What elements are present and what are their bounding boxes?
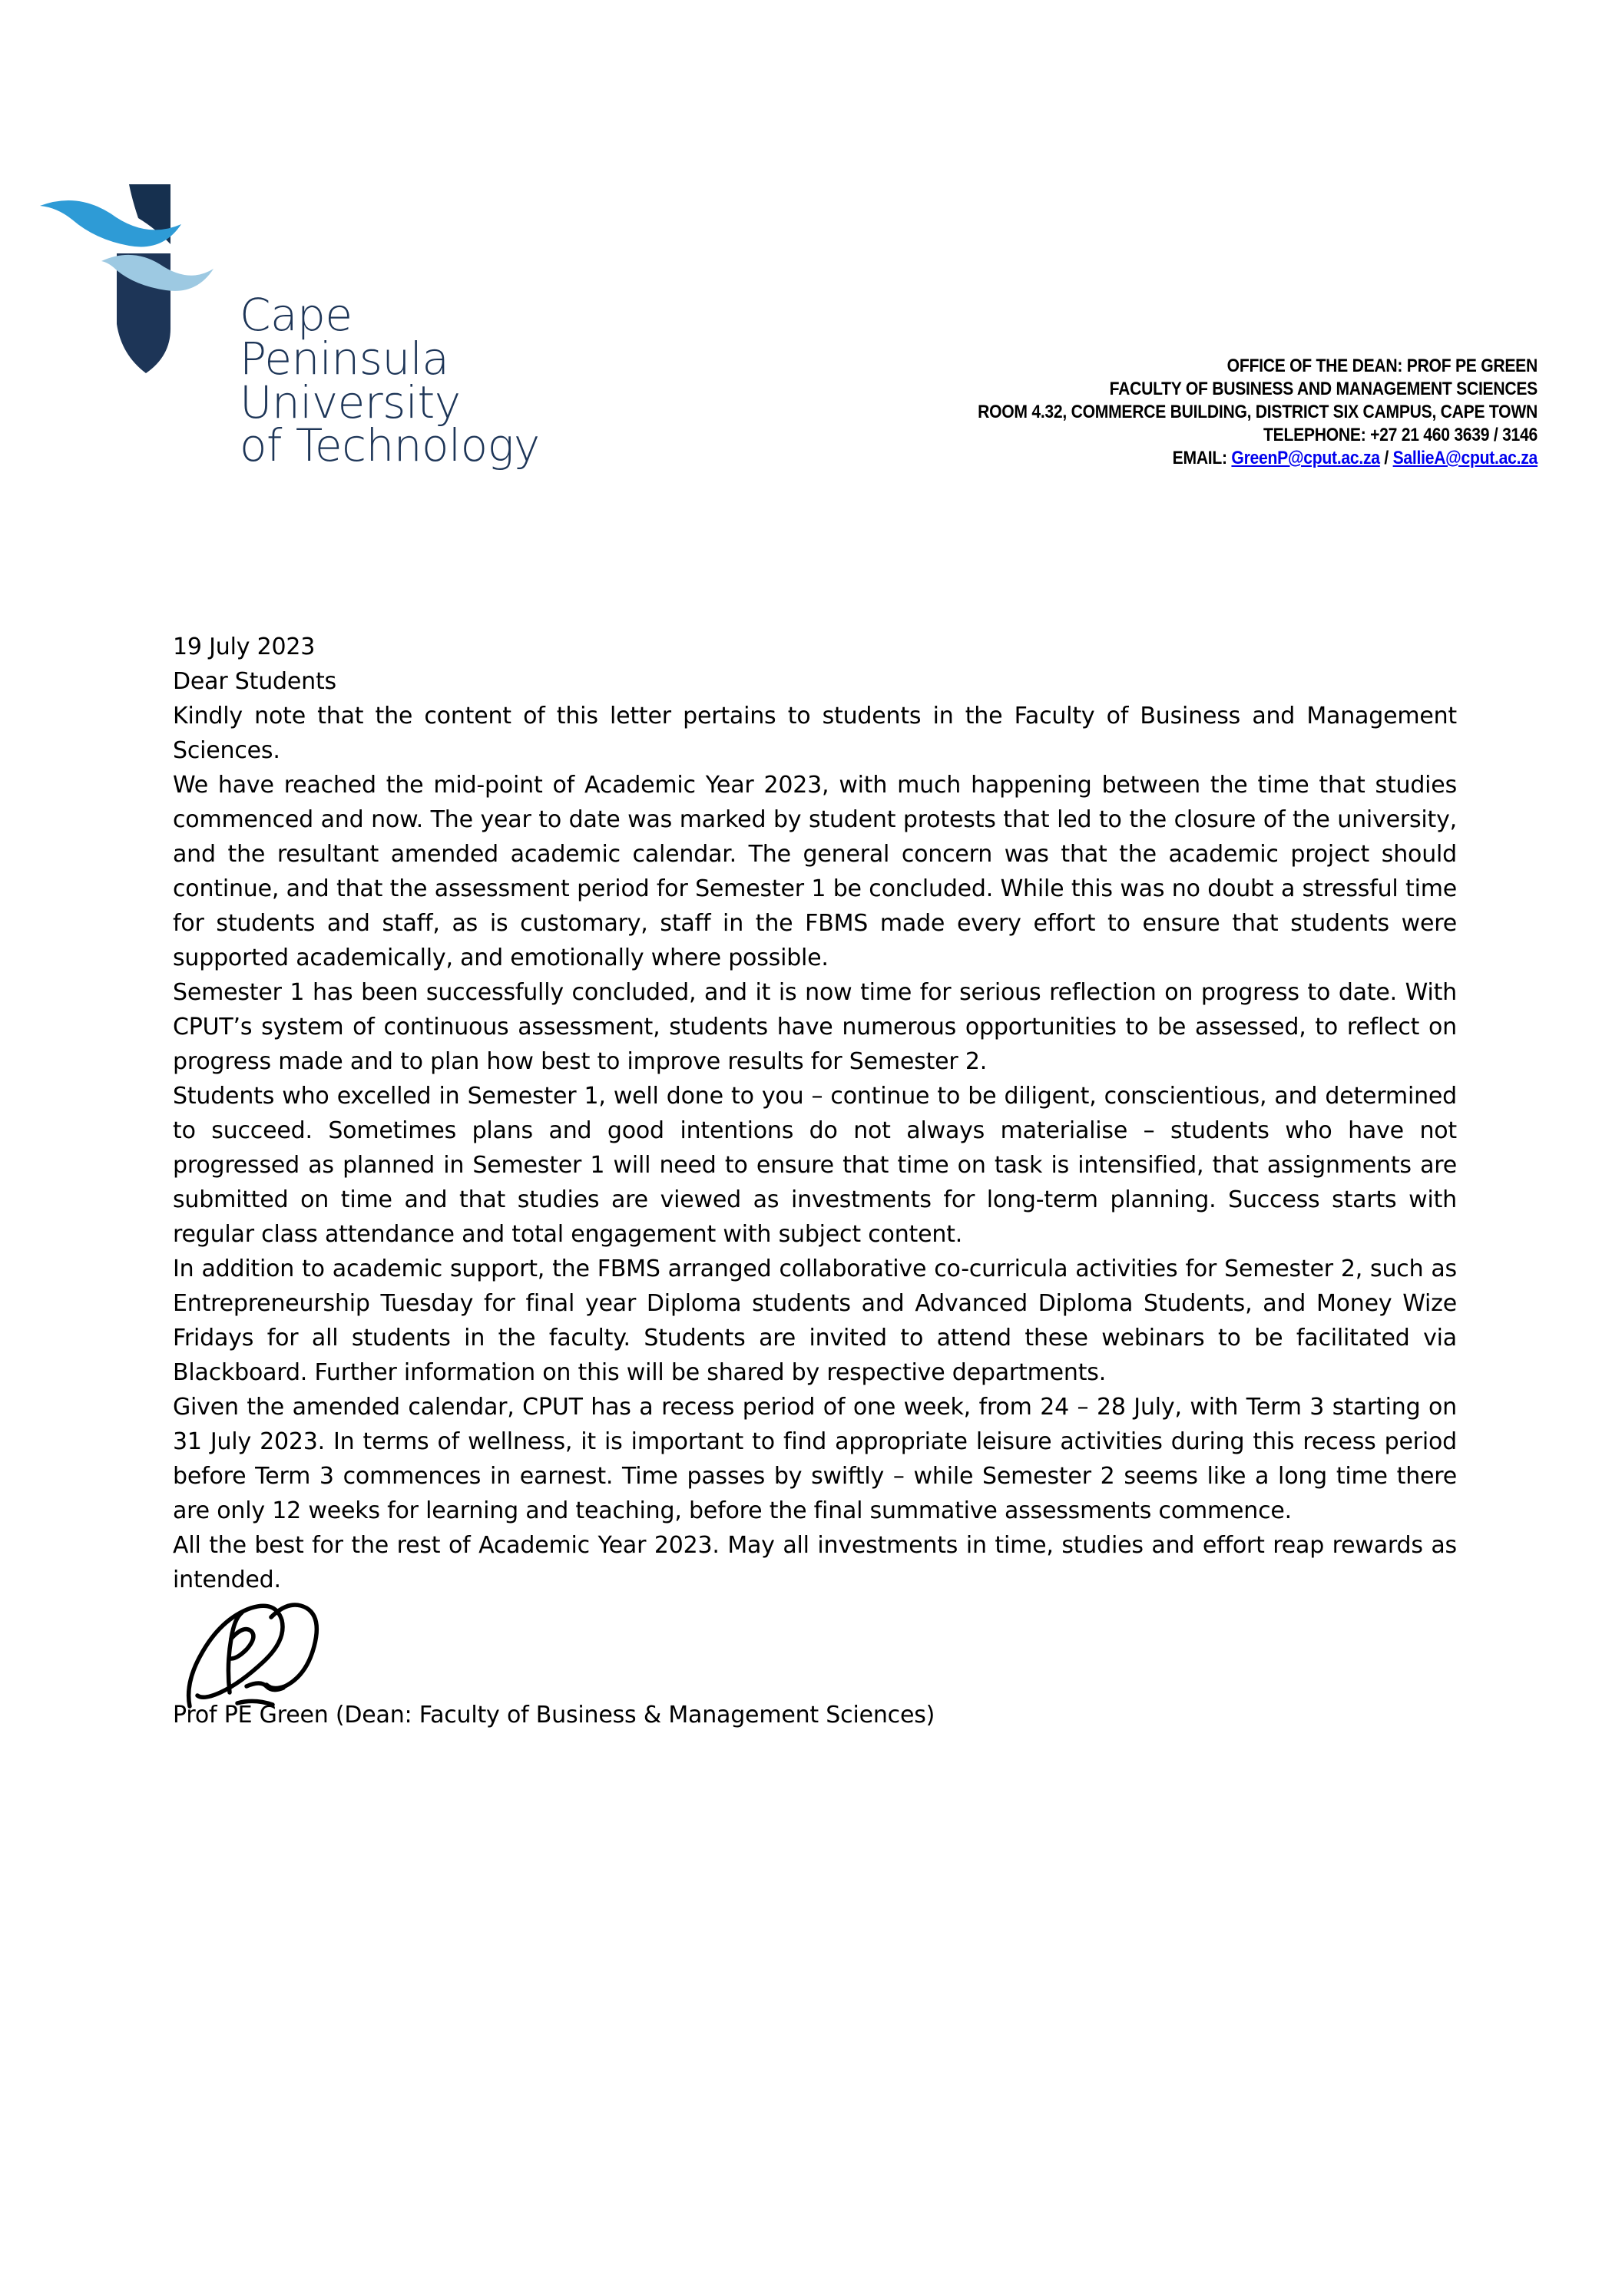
letter-paragraph: In addition to academic support, the FBMS arranged collaborative co-curricula activities for Semester 2, such as Entrepreneurship Tuesday for final year Diploma students and Advanced Diploma Students, and Money Wize Fridays for all students in the faculty. Students are invited to attend these webinars to be facilitated via Blackboard. Further information on this will be shared by respective departments. bbox=[173, 1256, 1457, 1386]
letter-paragraph: Given the amended calendar, CPUT has a recess period of one week, from 24 – 28 July, with Term 3 starting on 31 July 2023. In terms of wellness, it is important to find appropriate leisure activities during this recess period before Term 3 commences in earnest. Time passes by swiftly – while Semester 2 seems like a long time there are only 12 weeks for learning and teaching, before the final summative assessments commence. bbox=[173, 1394, 1457, 1524]
email-link-green[interactable]: GreenP@cput.ac.za bbox=[1231, 448, 1380, 468]
letterhead bbox=[0, 0, 1622, 538]
wordmark-line-3: University bbox=[240, 375, 461, 428]
faculty-line: FACULTY OF BUSINESS AND MANAGEMENT SCIENCES bbox=[1109, 379, 1538, 399]
letter-paragraph: Kindly note that the content of this letter pertains to students in the Faculty of Business and Management Sciences. bbox=[173, 703, 1457, 764]
signatory-name: Prof PE Green (Dean: Faculty of Business & Management Sciences) bbox=[173, 1702, 935, 1729]
email-line bbox=[828, 447, 1538, 470]
cput-logo bbox=[31, 178, 538, 501]
wordmark-line-4: of Technology bbox=[240, 419, 540, 472]
letter-date: 19 July 2023 bbox=[173, 634, 316, 660]
signature-block bbox=[173, 1602, 1457, 1729]
letter-paragraph: Semester 1 has been successfully concluded, and it is now time for serious reflection on progress to date. With CPUT’s system of continuous assessment, students have numerous opportunities to be assessed, to reflect on progress made and to plan how best to improve results for Semester 2. bbox=[173, 979, 1457, 1075]
letter-paragraph: Students who excelled in Semester 1, well done to you – continue to be diligent, conscientious, and determined to succeed. Sometimes plans and good intentions do not always materialise – students who have not progressed as planned in Semester 1 will need to ensure that time on task is intensified, that assignments are submitted on time and that studies are viewed as investments for long-term planning. Success starts with regular class attendance and total engagement with subject content. bbox=[173, 1083, 1457, 1248]
email-label: EMAIL: bbox=[1172, 448, 1227, 468]
telephone-line: TELEPHONE: +27 21 460 3639 / 3146 bbox=[1263, 425, 1538, 445]
dean-office-line: OFFICE OF THE DEAN: PROF PE GREEN bbox=[1226, 356, 1538, 376]
letter-salutation: Dear Students bbox=[173, 668, 336, 695]
email-separator: / bbox=[1379, 448, 1393, 468]
wordmark-line-2: Peninsula bbox=[240, 332, 449, 385]
address-line: ROOM 4.32, COMMERCE BUILDING, DISTRICT SIX CAMPUS, CAPE TOWN bbox=[978, 402, 1538, 422]
email-link-sallie[interactable]: SallieA@cput.ac.za bbox=[1392, 448, 1538, 468]
letter-body bbox=[173, 630, 1457, 1729]
letter-paragraph: All the best for the rest of Academic Year 2023. May all investments in time, studies and effort reap rewards as intended. bbox=[173, 1532, 1457, 1593]
cput-logo-wordmark bbox=[240, 289, 547, 472]
department-contact-block bbox=[731, 355, 1538, 470]
handwritten-signature-icon bbox=[180, 1591, 503, 1722]
wordmark-line-1: Cape bbox=[240, 289, 353, 341]
letter-paragraph: We have reached the mid-point of Academic Year 2023, with much happening between the time that studies commenced and now. The year to date was marked by student protests that led to the closure of the university, and the resultant amended academic calendar. The general concern was that the academic project should continue, and that the assessment period for Semester 1 be concluded. While this was no doubt a stressful time for students and staff, as is customary, staff in the FBMS made every effort to ensure that students were supported academically, and emotionally where possible. bbox=[173, 772, 1457, 971]
cput-logo-mark-icon bbox=[31, 178, 261, 378]
